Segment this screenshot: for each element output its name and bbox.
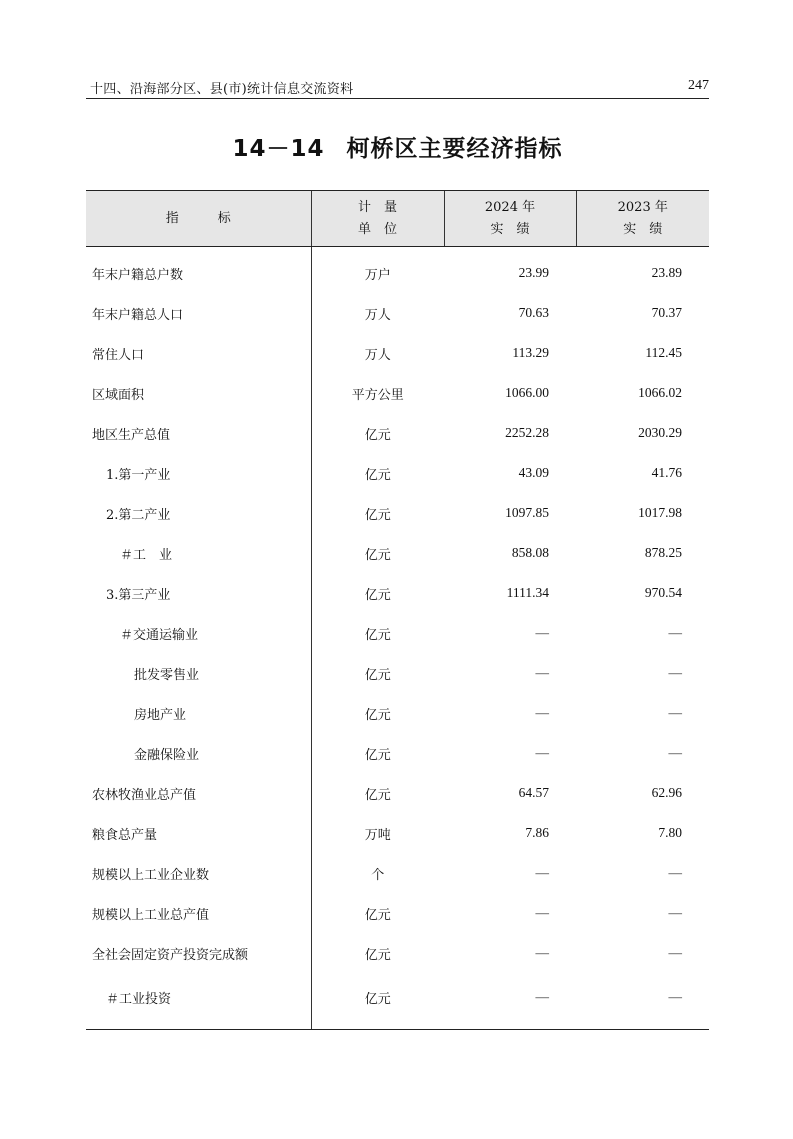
table-row xyxy=(86,613,709,653)
row-unit: 平方公里 xyxy=(311,373,444,413)
value-2023: — xyxy=(668,905,682,920)
value-2023: 62.96 xyxy=(651,785,682,800)
row-label: 房地产业 xyxy=(134,707,187,723)
value-2023: 112.45 xyxy=(645,345,682,360)
col-header-indicator: 指 标 xyxy=(86,191,311,247)
row-label: 年末户籍总人口 xyxy=(92,307,184,323)
row-label: 规模以上工业总产值 xyxy=(92,907,210,923)
value-2023: — xyxy=(668,665,682,680)
table-row xyxy=(86,773,709,813)
value-2024: — xyxy=(444,973,576,1030)
table-row xyxy=(86,813,709,853)
value-2023: — xyxy=(668,705,682,720)
row-label: 金融保险业 xyxy=(134,747,200,763)
table-row xyxy=(86,533,709,573)
row-unit: 万户 xyxy=(311,247,444,294)
table-row xyxy=(86,247,709,294)
row-label: 全社会固定资产投资完成额 xyxy=(92,947,249,963)
col-header-2024: 2024 年 实 绩 xyxy=(444,191,576,247)
table-row xyxy=(86,373,709,413)
row-label: 地区生产总值 xyxy=(92,427,171,443)
col-header-unit: 计 量 单 位 xyxy=(311,191,444,247)
table-row xyxy=(86,733,709,773)
row-label: ＃工业投资 xyxy=(86,973,311,1030)
value-2023: 7.80 xyxy=(658,825,682,840)
row-unit: 亿元 xyxy=(311,613,444,653)
table-row xyxy=(86,693,709,733)
page-number: 247 xyxy=(688,78,709,93)
row-label: 批发零售业 xyxy=(134,667,200,683)
table-number: 14－14 xyxy=(232,136,325,162)
row-unit: 亿元 xyxy=(311,453,444,493)
value-2024: 23.99 xyxy=(518,265,549,280)
value-2023: — xyxy=(668,945,682,960)
value-2024: — xyxy=(535,665,549,680)
row-unit: 亿元 xyxy=(311,893,444,933)
value-2023: — xyxy=(668,865,682,880)
row-unit: 亿元 xyxy=(311,493,444,533)
table-row xyxy=(86,333,709,373)
table-row xyxy=(86,493,709,533)
value-2023: 1066.02 xyxy=(638,385,682,400)
row-unit: 亿元 xyxy=(311,693,444,733)
value-2023: 1017.98 xyxy=(638,505,682,520)
value-2024: 1066.00 xyxy=(505,385,549,400)
value-2024: — xyxy=(535,865,549,880)
table-row xyxy=(86,933,709,973)
row-unit: 万吨 xyxy=(311,813,444,853)
value-2024: 7.86 xyxy=(525,825,549,840)
table-title xyxy=(86,130,709,163)
row-label: 1.第一产业 xyxy=(106,467,171,483)
row-unit: 亿元 xyxy=(311,973,444,1030)
row-label: 3.第三产业 xyxy=(106,587,171,603)
row-label: 农林牧渔业总产值 xyxy=(92,787,197,803)
row-unit: 个 xyxy=(311,853,444,893)
row-unit: 亿元 xyxy=(311,573,444,613)
value-2023: 23.89 xyxy=(651,265,682,280)
col-header-2023: 2023 年 实 绩 xyxy=(576,191,709,247)
table-row xyxy=(86,573,709,613)
row-label: 年末户籍总户数 xyxy=(92,267,184,283)
value-2024: — xyxy=(535,705,549,720)
value-2024: 1097.85 xyxy=(505,505,549,520)
table-row xyxy=(86,973,709,1030)
section-title: 十四、沿海部分区、县(市)统计信息交流资料 xyxy=(90,82,354,97)
value-2023: — xyxy=(668,745,682,760)
table-row xyxy=(86,853,709,893)
table-row xyxy=(86,893,709,933)
row-unit: 亿元 xyxy=(311,653,444,693)
value-2024: 2252.28 xyxy=(505,425,549,440)
value-2023: 2030.29 xyxy=(638,425,682,440)
row-unit: 亿元 xyxy=(311,533,444,573)
value-2024: — xyxy=(535,905,549,920)
value-2023: — xyxy=(576,973,709,1030)
row-unit: 亿元 xyxy=(311,733,444,773)
row-unit: 万人 xyxy=(311,293,444,333)
row-unit: 亿元 xyxy=(311,413,444,453)
value-2023: 41.76 xyxy=(651,465,682,480)
row-label: 区域面积 xyxy=(92,387,145,403)
value-2024: — xyxy=(535,945,549,960)
running-header xyxy=(86,76,709,99)
value-2024: — xyxy=(535,625,549,640)
row-label: 常住人口 xyxy=(92,347,145,363)
table-header-row xyxy=(86,191,709,247)
value-2024: 64.57 xyxy=(518,785,549,800)
table-row xyxy=(86,453,709,493)
row-label: ＃交通运输业 xyxy=(120,627,199,643)
row-unit: 亿元 xyxy=(311,933,444,973)
value-2024: — xyxy=(535,745,549,760)
value-2024: 43.09 xyxy=(518,465,549,480)
row-label: 2.第二产业 xyxy=(106,507,171,523)
table-title-text: 柯桥区主要经济指标 xyxy=(346,136,563,162)
table-row xyxy=(86,293,709,333)
value-2023: — xyxy=(668,625,682,640)
value-2023: 970.54 xyxy=(644,585,682,600)
table-row xyxy=(86,413,709,453)
row-label: 规模以上工业企业数 xyxy=(92,867,210,883)
value-2023: 878.25 xyxy=(644,545,682,560)
row-label: ＃工 业 xyxy=(120,547,173,563)
value-2023: 70.37 xyxy=(651,305,682,320)
value-2024: 70.63 xyxy=(518,305,549,320)
value-2024: 1111.34 xyxy=(506,585,549,600)
row-unit: 亿元 xyxy=(311,773,444,813)
value-2024: 858.08 xyxy=(511,545,549,560)
row-unit: 万人 xyxy=(311,333,444,373)
indicators-table xyxy=(86,190,709,1030)
value-2024: 113.29 xyxy=(512,345,549,360)
row-label: 粮食总产量 xyxy=(92,827,158,843)
table-row xyxy=(86,653,709,693)
